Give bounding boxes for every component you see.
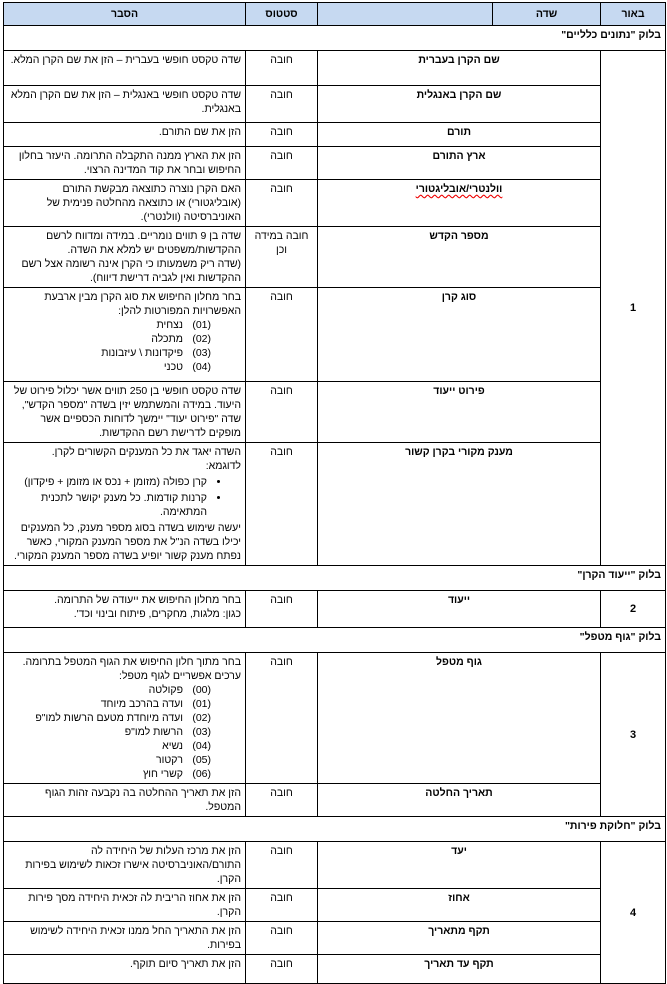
table-row: [4, 86, 666, 123]
status-cell: חובה: [246, 288, 318, 382]
option-item: [8, 360, 211, 374]
option-text: נצחית: [156, 319, 183, 331]
description-cell: [4, 86, 246, 123]
field-label: ייעוד: [447, 594, 471, 606]
block-title: בלוק "חלוקת פירות": [4, 817, 666, 842]
option-code: (00): [192, 684, 211, 696]
field-name: [318, 591, 601, 628]
description-line: האם הקרן נוצרה כתוצאה מבקשת התורם (אובליגטורי) או כתוצאה מהחלטה פנימית של האוניברסיטה (וולנטרי).: [46, 183, 241, 223]
option-item: [8, 767, 211, 781]
field-name: [318, 147, 601, 180]
section-number: 3: [601, 653, 666, 817]
field-label: תקף עד תאריך: [424, 958, 494, 970]
field-name: [318, 51, 601, 86]
description-line: הזן את תאריך ההחלטה בה נקבעה זהות הגוף המטפל.: [45, 787, 241, 813]
description-line: שדה בן 9 תווים נומריים. במידה ומדווח לרשם ההקדשות/משפטים יש למלא את השדה.: [46, 230, 241, 256]
field-label: תורם: [446, 126, 471, 138]
description-line: השדה יאגד את כל המענקים הקשורים לקרן.: [51, 446, 241, 458]
field-label: מספר הקדש: [429, 230, 489, 242]
field-name: [318, 123, 601, 147]
description-line: הזן את אחוז הריבית לה זכאית היחידה מסך פירות הקרן.: [28, 892, 241, 918]
description-cell: [4, 653, 246, 784]
table-row: [4, 227, 666, 288]
description-cell: [4, 922, 246, 955]
field-label: גוף מטפל: [436, 656, 482, 668]
block-title-row: [4, 628, 666, 653]
table-row: [4, 922, 666, 955]
option-code: (01): [192, 698, 211, 710]
description-cell: [4, 443, 246, 566]
field-label: פירוט ייעוד: [433, 385, 485, 397]
bullet-item: • קרן כפולה (מזומן + נכס או מזומן + פיקדון): [8, 475, 207, 489]
option-item: [8, 739, 211, 753]
description-cell: [4, 842, 246, 889]
status-cell: חובה: [246, 51, 318, 86]
option-item: [8, 725, 211, 739]
field-name: [318, 842, 601, 889]
field-label: שם הקרן באנגלית: [416, 89, 502, 101]
field-name: [318, 227, 601, 288]
option-code: (04): [192, 740, 211, 752]
table-row: [4, 382, 666, 443]
description-cell: [4, 123, 246, 147]
option-code: (05): [192, 754, 211, 766]
option-code: (03): [192, 726, 211, 738]
table-row: [4, 123, 666, 147]
description-line: (שדה ריק משמעותו כי הקרן אינה רשומה אצל רשם ההקדשות ואין לגביה דרישת דיווח).: [21, 258, 241, 284]
description-cell: [4, 51, 246, 86]
description-cell: [4, 147, 246, 180]
table-row: [4, 889, 666, 922]
description-cell: [4, 180, 246, 227]
description-line: הזן את התאריך החל ממנו זכאית היחידה לשימוש בפירות.: [30, 925, 241, 951]
status-cell: חובה: [246, 889, 318, 922]
option-item: [8, 711, 211, 725]
option-text: מתכלה: [151, 333, 183, 345]
block-title-row: [4, 817, 666, 842]
status-cell: חובה: [246, 147, 318, 180]
status-cell: חובה: [246, 653, 318, 784]
field-name: [318, 922, 601, 955]
status-cell: חובה: [246, 123, 318, 147]
field-label: אחוז: [448, 892, 470, 904]
description-line: בחר מחלון החיפוש את ייעודה של התרומה.: [54, 594, 241, 606]
description-line: הזן את תאריך סיום תוקף.: [130, 958, 241, 970]
table-row: [4, 653, 666, 784]
description-cell: [4, 382, 246, 443]
field-name: [318, 86, 601, 123]
option-item: [8, 753, 211, 767]
option-item: [8, 318, 211, 332]
field-label: יעד: [451, 845, 467, 857]
header-row: [4, 3, 666, 26]
description-cell: [4, 784, 246, 817]
option-item: [8, 332, 211, 346]
description-line: הזן את מרכז העלות של היחידה לה התורם/האוניברסיטה אישרו זכאות לשימוש בפירות הקרן.: [25, 845, 241, 885]
field-label: ארץ התורם: [432, 150, 486, 162]
description-line: כגון: מלגות, מחקרים, פיתוח ובינוי וכד'.: [73, 608, 241, 620]
field-label: שם הקרן בעברית: [418, 54, 500, 66]
description-line: שדה טקסט חופשי בן 250 תווים אשר יכלול פירוט של היעוד. במידה והמשתמש יזין בשדה "מספר הקדש", שדה "פירוט יעוד" יימשך לדוחות הכספיים אשר מופקים לדרישת רשם ההקדשות.: [13, 385, 241, 439]
header-status: סטטוס: [246, 3, 318, 26]
table-row: [4, 288, 666, 382]
option-text: טכני: [163, 361, 183, 373]
status-cell: חובה: [246, 955, 318, 984]
option-item: [8, 346, 211, 360]
option-text: הרשות למו"פ: [124, 726, 183, 738]
status-cell: חובה: [246, 180, 318, 227]
option-item: [8, 697, 211, 711]
block-title: בלוק "נתונים כלליים": [4, 26, 666, 51]
field-label: תאריך החלטה: [425, 787, 493, 799]
table-row: [4, 591, 666, 628]
description-line: יעשה שימוש בשדה בסוג מספר מענק, כל המענקים יכילו בשדה הנ"ל את מספר המענק המקורי, כאשר נפתח מענק קשור יופיע בשדה מספר המענק המקורי.: [13, 522, 241, 562]
status-cell: חובה: [246, 443, 318, 566]
option-text: רקטור: [156, 754, 183, 766]
option-text: פקולטה: [148, 684, 183, 696]
status-cell: חובה: [246, 591, 318, 628]
section-number: 4: [601, 842, 666, 984]
field-name: [318, 443, 601, 566]
description-cell: [4, 889, 246, 922]
description-line: בחר מתוך חלון החיפוש את הגוף המטפל בתרומה.: [22, 656, 241, 668]
field-label: סוג קרן: [441, 291, 477, 303]
option-text: ועדה מיוחדת מטעם הרשות למו"פ: [35, 712, 183, 724]
block-title: בלוק "ייעוד הקרן": [4, 566, 666, 591]
field-label: מענק מקורי בקרן קשור: [405, 446, 513, 458]
block-title-row: [4, 26, 666, 51]
field-label: וולנטרי/אובליגטורי: [415, 183, 503, 195]
description-line: בחר מחלון החיפוש את סוג הקרן מבין ארבעת האפשרויות המפורטות להלן:: [44, 291, 241, 317]
option-text: קשרי חוץ: [142, 768, 183, 780]
description-cell: [4, 288, 246, 382]
option-code: (01): [192, 319, 211, 331]
header-description: הסבר: [4, 3, 246, 26]
description-cell: [4, 227, 246, 288]
option-code: (02): [192, 333, 211, 345]
option-code: (03): [192, 347, 211, 359]
options-list: [8, 683, 241, 781]
status-cell: חובה במידה וכן: [246, 227, 318, 288]
description-line: שדה טקסט חופשי בעברית – הזן את שם הקרן המלא.: [10, 54, 241, 66]
table-row: [4, 955, 666, 984]
fields-table: [3, 2, 666, 984]
status-cell: חובה: [246, 86, 318, 123]
header-field: שדה: [493, 3, 601, 26]
status-cell: חובה: [246, 784, 318, 817]
header-spacer: [318, 3, 493, 26]
option-text: נשיא: [162, 740, 183, 752]
description-line: הזן את הארץ ממנה התקבלה התרומה. היעזר בחלון החיפוש ובחר את קוד המדינה הרצוי.: [18, 150, 241, 176]
table-row: [4, 51, 666, 86]
field-name: [318, 288, 601, 382]
table-row: [4, 147, 666, 180]
description-line: שדה טקסט חופשי באנגלית – הזן את שם הקרן המלא באנגלית.: [10, 89, 241, 115]
field-name: [318, 955, 601, 984]
table-row: [4, 842, 666, 889]
block-title-row: [4, 566, 666, 591]
option-item: [8, 683, 211, 697]
option-text: ועדה בהרכב מיוחד: [100, 698, 183, 710]
table-row: [4, 784, 666, 817]
field-name: [318, 382, 601, 443]
options-list: [8, 318, 241, 374]
section-number: 1: [601, 51, 666, 566]
table-row: [4, 443, 666, 566]
status-cell: חובה: [246, 842, 318, 889]
description-line: לדוגמא:: [205, 460, 241, 472]
table-body: [4, 26, 666, 984]
table-row: [4, 180, 666, 227]
status-cell: חובה: [246, 382, 318, 443]
bullet-list: [8, 475, 241, 519]
field-name: [318, 784, 601, 817]
field-name: [318, 889, 601, 922]
option-code: (02): [192, 712, 211, 724]
bullet-item: • קרנות קודמות. כל מענק יקושר לתכנית המתאימה.: [8, 491, 207, 519]
description-line: הזן את שם התורם.: [158, 126, 241, 138]
description-cell: [4, 955, 246, 984]
option-code: (06): [192, 768, 211, 780]
option-code: (04): [192, 361, 211, 373]
status-cell: חובה: [246, 922, 318, 955]
section-number: 2: [601, 591, 666, 628]
header-explain: באור: [601, 3, 666, 26]
field-name: [318, 653, 601, 784]
field-label: תקף מתאריך: [428, 925, 490, 937]
block-title: בלוק "גוף מטפל": [4, 628, 666, 653]
description-cell: [4, 591, 246, 628]
description-line: ערכים אפשריים לגוף מטפל:: [119, 670, 241, 682]
option-text: פיקדונות \ עיזבונות: [101, 347, 183, 359]
field-name: [318, 180, 601, 227]
